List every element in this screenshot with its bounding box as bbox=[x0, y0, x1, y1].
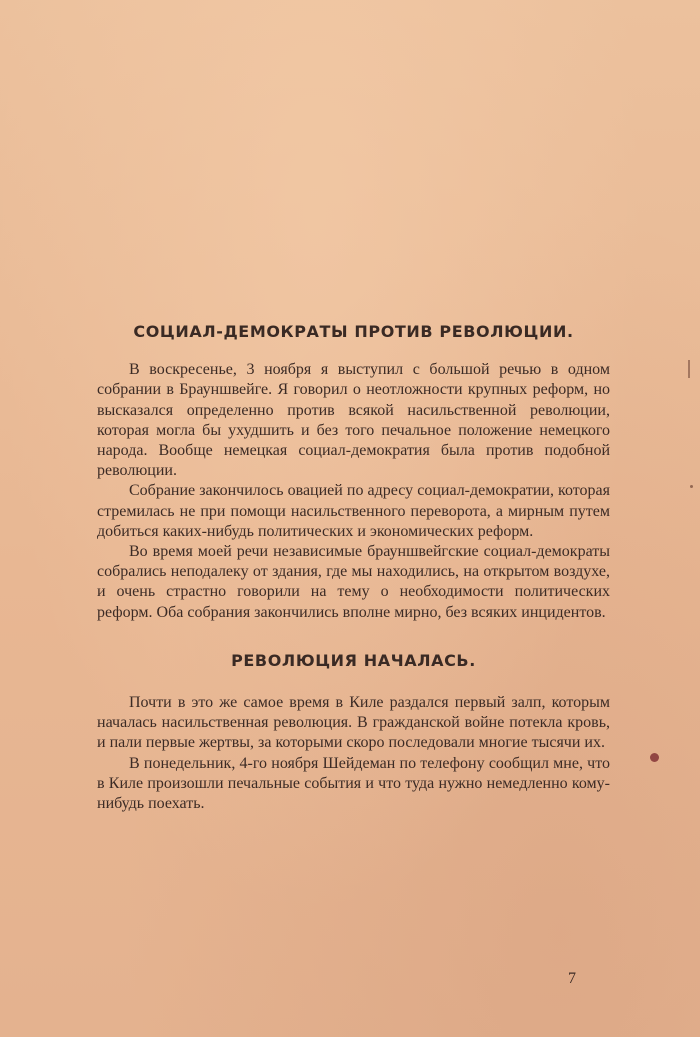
paragraph-2-1: Почти в это же самое время в Киле раздался первый залп, которым началась насильственная революция. В гражданской войне потекла кровь, и пали первые жертвы, за которыми скоро последовали многие тысячи их. bbox=[97, 694, 610, 752]
page-number: 7 bbox=[568, 970, 576, 987]
paragraph-1-2: Собрание закончилось овацией по адресу социал-демократии, которая стремилась не при помощи насильственного переворота, а мирным путем добиться каких-нибудь политических и экономических реформ. bbox=[97, 482, 610, 540]
section-heading-2: РЕВОЛЮЦИЯ НАЧАЛАСЬ. bbox=[231, 650, 476, 670]
edge-mark bbox=[688, 360, 690, 378]
edge-mark bbox=[690, 485, 693, 488]
section-heading-1: СОЦИАЛ-ДЕМОКРАТЫ ПРОТИВ РЕВОЛЮЦИИ. bbox=[133, 322, 574, 341]
text-column bbox=[97, 318, 610, 814]
paragraph-1-1: В воскресенье, 3 ноября я выступил с большой речью в одном собрании в Брауншвейге. Я говорил о неотложности крупных реформ, но высказался определенно против всякой насильственной революции, которая могла бы ухудшить и без того печальное положение немецкого народа. Вообще немецкая социал-демократия была против подобной революции. bbox=[97, 361, 610, 480]
paragraph-1-3: Во время моей речи независимые брауншвейгские социал-демократы собрались неподалеку от здания, где мы находились, на открытом воздухе, и очень страстно говорили на тему о необходимости политических реформ. Оба собрания закончились вполне мирно, без всяких инцидентов. bbox=[97, 543, 610, 621]
ink-spot bbox=[650, 753, 659, 762]
paragraph-2-2: В понедельник, 4-го ноября Шейдеман по телефону сообщил мне, что в Киле произошли печальные события и что туда нужно немедленно кому-нибудь поехать. bbox=[97, 754, 610, 813]
